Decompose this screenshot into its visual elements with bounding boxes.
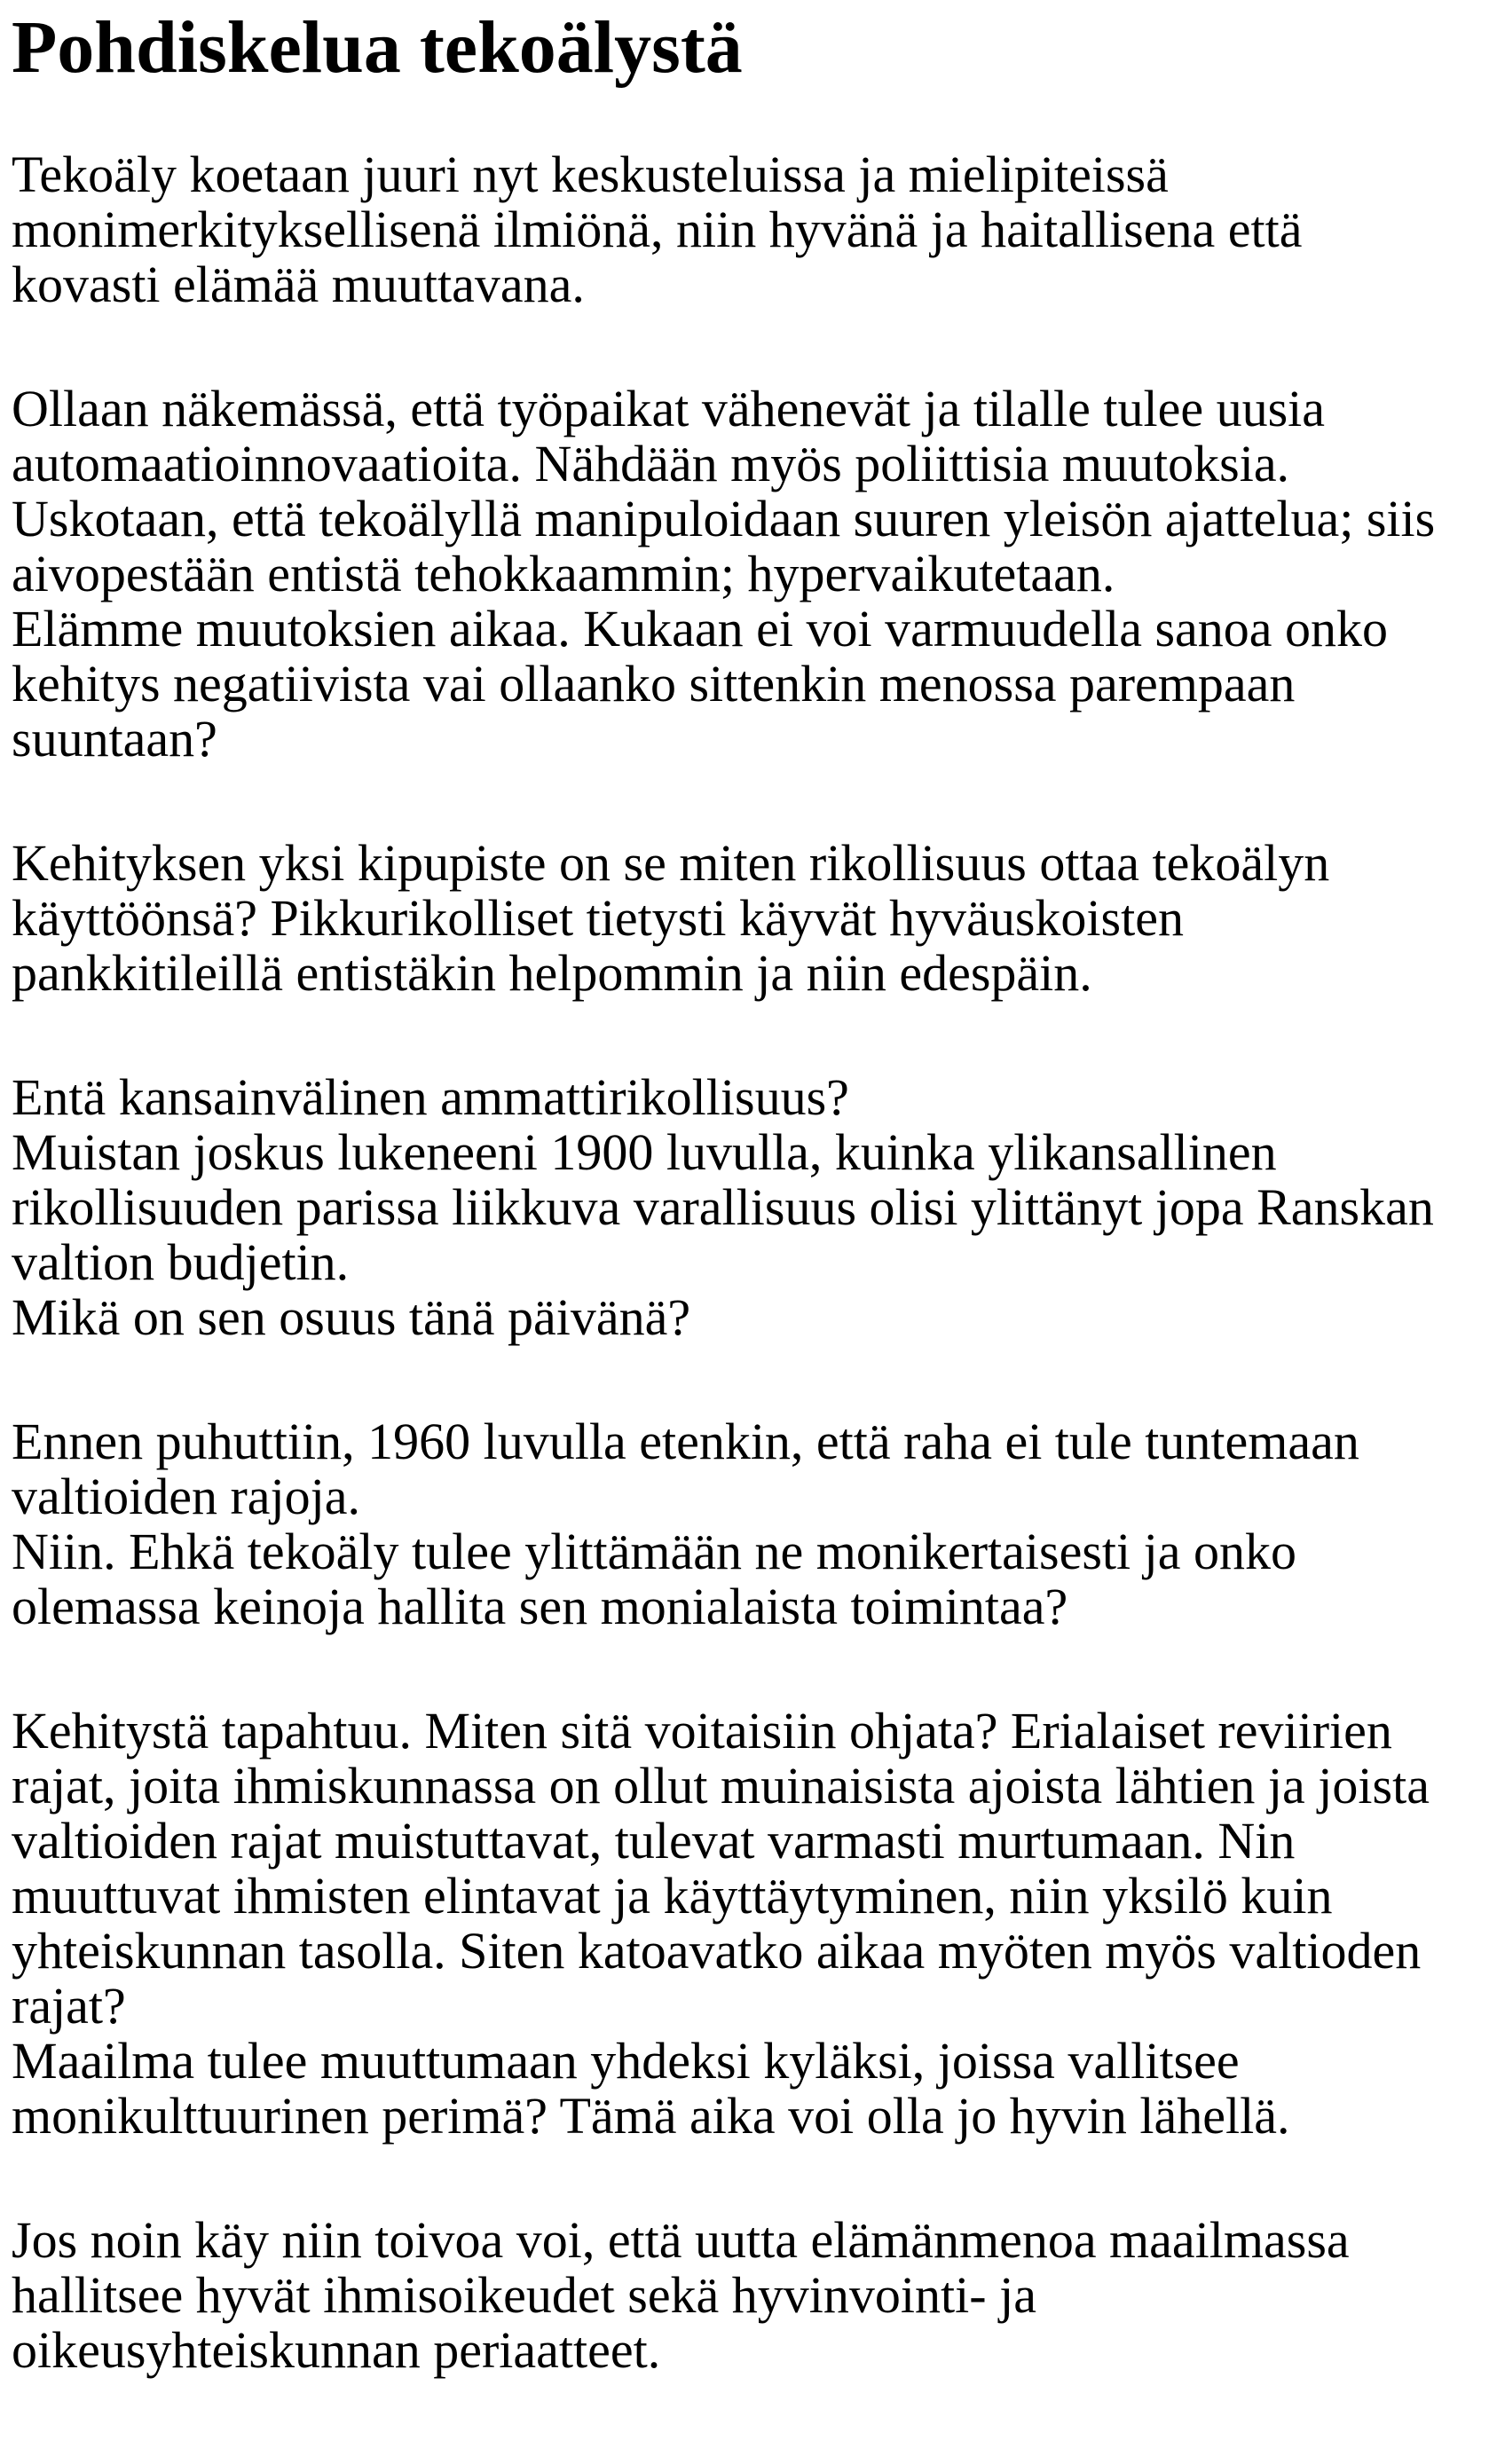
- text-line: Uskotaan, että tekoälyllä manipuloidaan suuren yleisön ajattelua; siis: [12, 490, 1436, 547]
- text-line: Tekoäly koetaan juuri nyt keskusteluissa ja mielipiteissä: [12, 146, 1169, 203]
- text-line: automaatioinnovaatioita. Nähdään myös poliittisia muutoksia.: [12, 435, 1290, 492]
- text-line: monimerkityksellisenä ilmiönä, niin hyvänä ja haitallisena että: [12, 201, 1303, 258]
- paragraph: [12, 1414, 1489, 1634]
- text-line: rajat, joita ihmiskunnassa on ollut muinaisista ajoista lähtien ja joista: [12, 1757, 1430, 1815]
- text-line: Mikä on sen osuus tänä päivänä?: [12, 1288, 691, 1346]
- text-line: rajat?: [12, 1977, 126, 2035]
- text-line: aivopestään entistä tehokkaammin; hypervaikutetaan.: [12, 545, 1115, 602]
- text-line: hallitsee hyvät ihmisoikeudet sekä hyvinvointi- ja: [12, 2266, 1036, 2324]
- text-line: Ollaan näkemässä, että työpaikat vähenevät ja tilalle tulee uusia: [12, 380, 1326, 437]
- text-line: Ennen puhuttiin, 1960 luvulla etenkin, että raha ei tule tuntemaan: [12, 1413, 1359, 1470]
- paragraph: [12, 1704, 1489, 2144]
- paragraph: [12, 147, 1489, 312]
- text-line: Kehityksen yksi kipupiste on se miten rikollisuus ottaa tekoälyn: [12, 834, 1330, 892]
- text-line: valtioiden rajat muistuttavat, tulevat varmasti murtumaan. Nin: [12, 1812, 1296, 1870]
- text-line: Muistan joskus lukeneeni 1900 luvulla, kuinka ylikansallinen: [12, 1123, 1277, 1181]
- text-line: käyttöönsä? Pikkurikolliset tietysti käyvät hyväuskoisten: [12, 889, 1184, 947]
- text-line: oikeusyhteiskunnan periaatteet.: [12, 2321, 661, 2379]
- text-line: Elämme muutoksien aikaa. Kukaan ei voi varmuudella sanoa onko: [12, 600, 1389, 657]
- text-line: Jos noin käy niin toivoa voi, että uutta elämänmenoa maailmassa: [12, 2211, 1350, 2269]
- text-line: muuttuvat ihmisten elintavat ja käyttäytyminen, niin yksilö kuin: [12, 1867, 1333, 1925]
- text-line: kovasti elämää muuttavana.: [12, 256, 585, 313]
- paragraph: [12, 1070, 1489, 1345]
- text-line: rikollisuuden parissa liikkuva varallisuus olisi ylittänyt jopa Ranskan: [12, 1178, 1434, 1236]
- document-title: Pohdiskelua tekoälystä: [12, 6, 743, 89]
- paragraph: [12, 382, 1489, 767]
- text-line: Maailma tulee muuttumaan yhdeksi kyläksi, joissa vallitsee: [12, 2032, 1240, 2090]
- paragraph: [12, 2213, 1489, 2378]
- text-line: valtion budjetin.: [12, 1233, 350, 1291]
- text-line: Niin. Ehkä tekoäly tulee ylittämään ne monikertaisesti ja onko: [12, 1523, 1296, 1580]
- document-body: [12, 147, 1489, 2378]
- text-line: olemassa keinoja hallita sen monialaista toimintaa?: [12, 1578, 1068, 1635]
- text-line: pankkitileillä entistäkin helpommin ja niin edespäin.: [12, 944, 1092, 1002]
- text-line: suuntaan?: [12, 710, 217, 768]
- text-line: valtioiden rajoja.: [12, 1468, 360, 1525]
- text-line: kehitys negatiivista vai ollaanko sittenkin menossa parempaan: [12, 655, 1296, 712]
- text-line: Kehitystä tapahtuu. Miten sitä voitaisiin ohjata? Erialaiset reviirien: [12, 1702, 1392, 1759]
- text-line: monikulttuurinen perimä? Tämä aika voi olla jo hyvin lähellä.: [12, 2087, 1290, 2145]
- text-line: yhteiskunnan tasolla. Siten katoavatko aikaa myöten myös valtioden: [12, 1922, 1422, 1980]
- paragraph: [12, 836, 1489, 1001]
- text-line: Entä kansainvälinen ammattirikollisuus?: [12, 1068, 849, 1126]
